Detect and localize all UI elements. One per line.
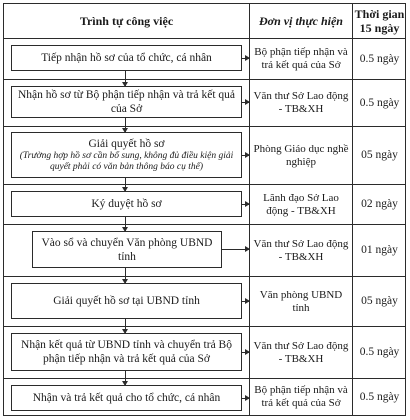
step-label: Nhận và trả kết quả cho tổ chức, cá nhân — [32, 392, 221, 404]
step-box — [11, 45, 242, 71]
time-cell: 0.5 ngày — [359, 52, 400, 65]
step-box — [11, 283, 242, 319]
arrow-down-icon — [125, 118, 126, 132]
arrow-right-icon — [242, 301, 249, 302]
unit-cell: Lãnh đạo Sở Lao động - TB&XH — [263, 191, 339, 217]
time-cell: 0.5 ngày — [359, 346, 400, 358]
arrow-down-icon — [125, 217, 126, 231]
step-label: Nhận kết quả từ UBND tỉnh và chuyển trả Bộ phận tiếp nhận và trả kết quả của Sở — [21, 339, 232, 365]
arrow-down-icon — [125, 268, 126, 283]
step-box — [11, 385, 242, 411]
arrow-right-icon — [242, 352, 249, 353]
step-label: Giải quyết hồ sơ tại UBND tỉnh — [53, 295, 200, 307]
arrow-down-icon — [125, 371, 126, 385]
time-cell: 0.5 ngày — [359, 390, 400, 403]
time-cell: 05 ngày — [361, 295, 398, 307]
unit-cell: Bộ phận tiếp nhận và trả kết quả của Sở — [254, 384, 348, 409]
unit-cell: Bộ phận tiếp nhận và trả kết quả của Sở — [254, 46, 348, 71]
header-unit: Đơn vị thực hiện — [259, 14, 343, 28]
step-box — [32, 231, 222, 268]
unit-cell: Văn thư Sở Lao động - TB&XH — [253, 237, 349, 263]
unit-cell: Văn thư Sở Lao động - TB&XH — [253, 339, 349, 365]
unit-cell: Phòng Giáo dục nghề nghiệp — [253, 142, 349, 168]
step-box — [11, 191, 242, 217]
step-label: Vào sổ và chuyển Văn phòng UBND tỉnh — [41, 236, 213, 263]
unit-cell: Văn phòng UBND tỉnh — [259, 288, 343, 314]
time-cell: 02 ngày — [361, 198, 398, 210]
step-note: (Trường hợp hồ sơ cần bổ sung, không đủ điều kiện giải quyết phải có văn bản thông báo cụ thể) — [19, 151, 234, 172]
arrow-right-icon — [242, 102, 249, 103]
step-label: Nhận hồ sơ từ Bộ phận tiếp nhận và trả kết quả của Sở — [17, 89, 236, 115]
arrow-down-icon — [125, 71, 126, 86]
arrow-right-icon — [242, 204, 249, 205]
step-box — [11, 333, 242, 371]
step-label: Ký duyệt hồ sơ — [91, 198, 162, 210]
step-box — [11, 86, 242, 118]
unit-cell: Văn thư Sở Lao động - TB&XH — [253, 90, 349, 115]
header-steps: Trình tự công việc — [79, 14, 174, 28]
arrow-right-icon — [242, 398, 249, 399]
header-time: Thời gian 15 ngày — [354, 7, 405, 35]
step-label: Giải quyết hồ sơ — [88, 138, 165, 150]
arrow-right-icon — [242, 155, 249, 156]
arrow-down-icon — [125, 178, 126, 191]
time-cell: 0.5 ngày — [359, 96, 400, 109]
time-cell: 05 ngày — [361, 149, 398, 161]
step-box — [11, 132, 242, 178]
time-cell: 01 ngày — [361, 244, 398, 256]
arrow-right-icon — [242, 58, 249, 59]
step-label: Tiếp nhận hồ sơ của tổ chức, cá nhân — [41, 52, 212, 64]
arrow-down-icon — [125, 319, 126, 333]
arrow-right-icon — [222, 249, 249, 250]
process-table — [3, 3, 406, 416]
